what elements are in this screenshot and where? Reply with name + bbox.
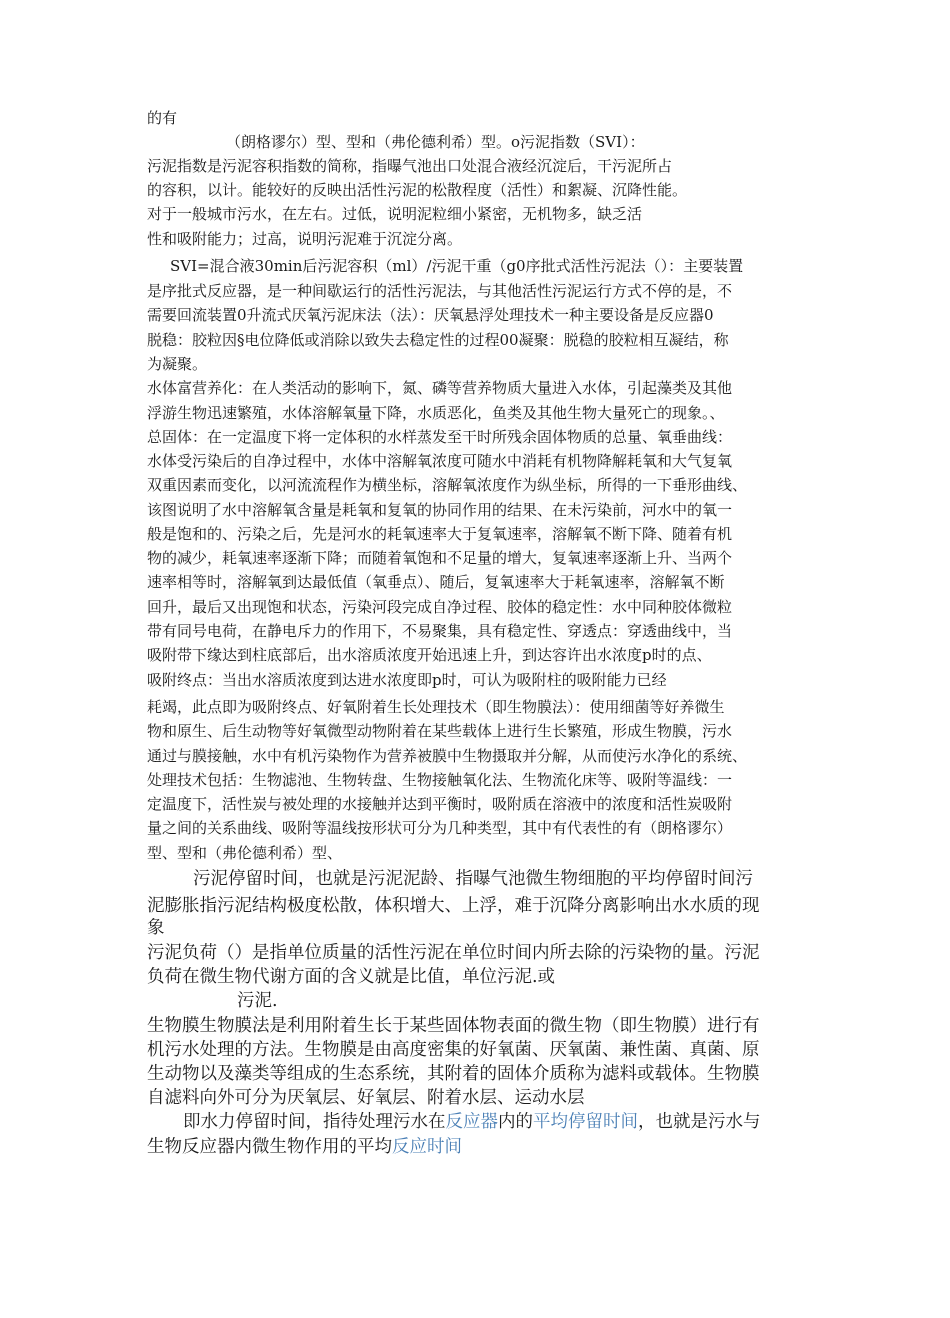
text-line: 污泥. [237, 991, 278, 1011]
text-line: 脱稳：胶粒因§电位降低或消除以致失去稳定性的过程00凝聚：脱稳的胶粒相互凝结，称 [147, 331, 729, 349]
text-line: 物和原生、后生动物等好氧微型动物附着在某些载体上进行生长繁殖，形成生物膜，污水 [147, 722, 733, 740]
text-line: 通过与膜接触，水中有机污染物作为营养被膜中生物摄取并分解，从而使污水净化的系统、 [147, 747, 748, 765]
text-line: 吸附终点：当出水溶质浓度到达进水浓度即p时，可认为吸附柱的吸附能力已经 [147, 671, 667, 689]
text-line: 总固体：在一定温度下将一定体积的水样蒸发至干时所残余固体物质的总量、氧垂曲线： [147, 428, 733, 446]
text-line: 污泥负荷（）是指单位质量的活性污泥在单位时间内所去除的污染物的量。污泥 [147, 943, 760, 963]
text-segment: ，也就是污水与 [638, 1112, 761, 1132]
text-line: 速率相等时，溶解氧到达最低值（氧垂点）、随后，复氧速率大于耗氧速率，溶解氧不断 [147, 573, 725, 591]
text-line: 处理技术包括：生物滤池、生物转盘、生物接触氧化法、生物流化床等、吸附等温线：一 [147, 771, 733, 789]
text-line: 污泥停留时间，也就是污泥泥龄、指曝气池微生物细胞的平均停留时间污 [193, 869, 753, 889]
text-line: 物的减少，耗氧速率逐渐下降；而随着氧饱和不足量的增大，复氧速率逐渐上升、当两个 [147, 549, 733, 567]
text-line: 回升，最后又出现饱和状态，污染河段完成自净过程、胶体的稳定性：水中同种胶体微粒 [147, 598, 733, 616]
link-reactor[interactable]: 反应器 [445, 1112, 498, 1132]
text-line: 带有同号电荷，在静电斥力的作用下，不易聚集，具有稳定性、穿透点：穿透曲线中，当 [147, 622, 733, 640]
text-line: 象 [147, 918, 165, 938]
text-line: 的容积，以计。能较好的反映出活性污泥的松散程度（活性）和絮凝、沉降性能。 [147, 181, 688, 199]
text-line: 负荷在微生物代谢方面的含义就是比值，单位污泥.或 [147, 967, 556, 987]
text-segment: 即水力停留时间，指待处理污水在 [183, 1112, 446, 1132]
text-line: 为凝聚。 [147, 355, 208, 373]
text-line: 浮游生物迅速繁殖，水体溶解氧量下降，水质恶化，鱼类及其他生物大量死亡的现象。、 [147, 404, 725, 422]
text-line: 水体富营养化：在人类活动的影响下，氮、磷等营养物质大量进入水体，引起藻类及其他 [147, 379, 733, 397]
text-segment: 内的 [498, 1112, 533, 1132]
text-segment: 生物反应器内微生物作用的平均 [147, 1137, 392, 1157]
text-line: （朗格谬尔）型、型和（弗伦德利希）型。o污泥指数（SVI）： [226, 133, 645, 151]
text-line: 泥膨胀指污泥结构极度松散，体积增大、上浮，难于沉降分离影响出水水质的现 [147, 896, 760, 916]
text-line: 定温度下，活性炭与被处理的水接触并达到平衡时，吸附质在溶液中的浓度和活性炭吸附 [147, 795, 733, 813]
text-line: 对于一般城市污水，在左右。过低，说明泥粒细小紧密，无机物多，缺乏活 [147, 205, 643, 223]
text-line: 型、型和（弗伦德利希）型、 [147, 844, 343, 862]
text-line: 吸附带下缘达到柱底部后，出水溶质浓度开始迅速上升，到达容许出水浓度p时的点、 [147, 646, 712, 664]
text-line: 水体受污染后的自净过程中，水体中溶解氧浓度可随水中消耗有机物降解耗氧和大气复氧 [147, 452, 733, 470]
text-line: 自滤料向外可分为厌氧层、好氧层、附着水层、运动水层 [147, 1088, 585, 1108]
text-line-with-links [147, 1135, 462, 1159]
text-line: 生动物以及藻类等组成的生态系统，其附着的固体介质称为滤料或载体。生物膜 [147, 1064, 760, 1084]
text-line: 般是饱和的、污染之后，先是河水的耗氧速率大于复氧速率，溶解氧不断下降、随着有机 [147, 525, 733, 543]
link-average-residence-time[interactable]: 平均停留时间 [533, 1112, 638, 1132]
text-line: 耗竭，此点即为吸附终点、好氧附着生长处理技术（即生物膜法）：使用细菌等好养微生 [147, 698, 725, 716]
text-line: SVI=混合液30min后污泥容积（ml）/污泥干重（g0序批式活性污泥法（）：主要装置 [170, 257, 744, 275]
text-line: 性和吸附能力；过高，说明污泥难于沉淀分离。 [147, 230, 463, 248]
text-line: 双重因素而变化，以河流流程作为横坐标，溶解氧浓度作为纵坐标，所得的一下垂形曲线、 [147, 476, 748, 494]
text-line: 污泥指数是污泥容积指数的简称，指曝气池出口处混合液经沉淀后，干污泥所占 [147, 157, 673, 175]
text-line: 该图说明了水中溶解氧含量是耗氧和复氧的协同作用的结果、在未污染前，河水中的氧一 [147, 501, 733, 519]
text-line: 是序批式反应器，是一种间歇运行的活性污泥法，与其他活性污泥运行方式不停的是，不 [147, 282, 733, 300]
text-line: 需要回流装置0升流式厌氧污泥床法（法）：厌氧悬浮处理技术一种主要设备是反应器0 [147, 306, 714, 324]
text-line-with-links [183, 1110, 761, 1134]
text-line: 量之间的关系曲线、吸附等温线按形状可分为几种类型，其中有代表性的有（朗格谬尔） [147, 819, 733, 837]
text-line: 的有 [147, 109, 178, 127]
text-line: 生物膜生物膜法是利用附着生长于某些固体物表面的微生物（即生物膜）进行有 [147, 1016, 760, 1036]
text-line: 机污水处理的方法。生物膜是由高度密集的好氧菌、厌氧菌、兼性菌、真菌、原 [147, 1040, 760, 1060]
link-reaction-time[interactable]: 反应时间 [392, 1137, 462, 1157]
